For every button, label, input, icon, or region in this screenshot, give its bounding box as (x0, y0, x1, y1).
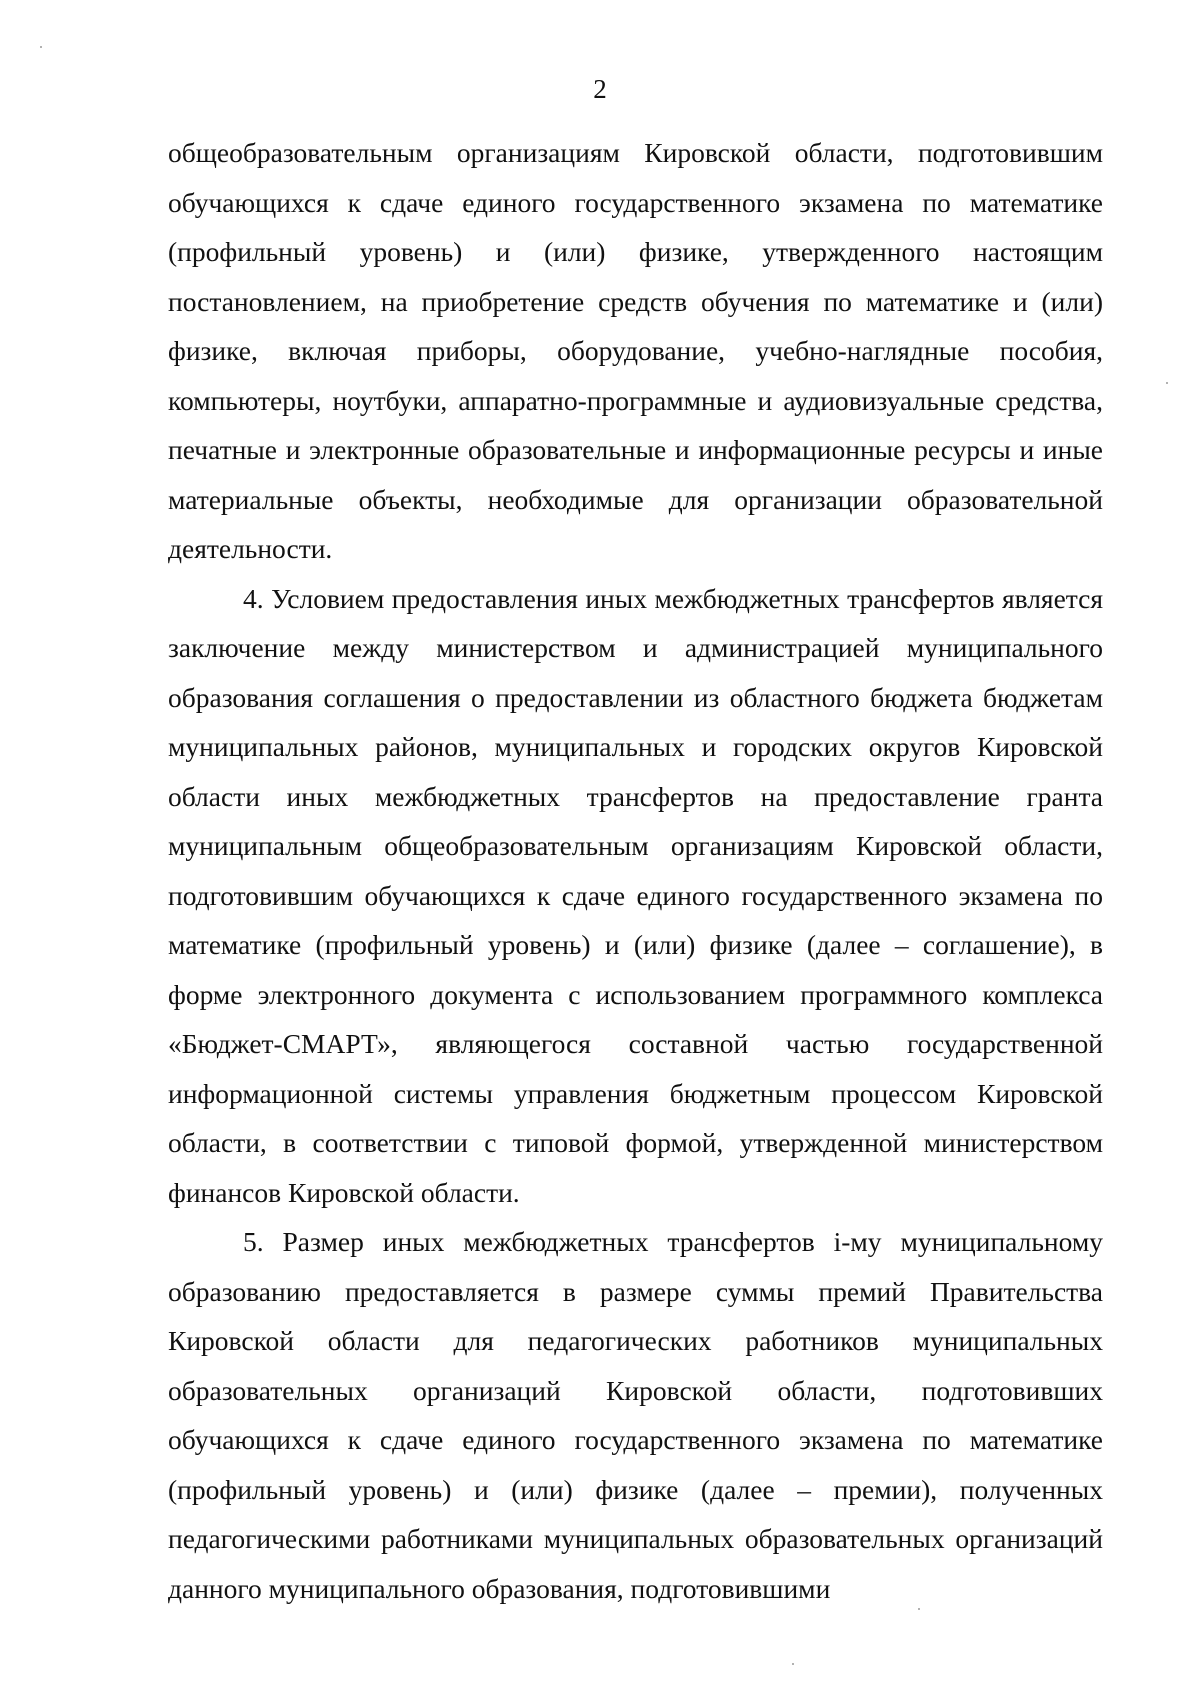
page-number: 2 (593, 74, 607, 104)
paragraph-clause-5: 5. Размер иных межбюджетных трансфертов i-му муниципальному образованию предоставляется в размере суммы премий Правительства Кировской области для педагогических работников муниципальных образовательных организаций Кировской области, подготовивших обучающихся к сдаче единого государственного экзамена по математике (профильный уровень) и (или) физике (далее – премии), полученных педагогическими работниками муниципальных образовательных организаций данного муниципального образования, подготовившими (168, 1226, 1103, 1604)
paragraph-clause-4: 4. Условием предоставления иных межбюджетных трансфертов является заключение между министерством и администрацией муниципального образования соглашения о предоставлении из областного бюджета бюджетам муниципальных районов, муниципальных и городских округов Кировской области иных межбюджетных трансфертов на предоставление гранта муниципальным общеобразовательным организациям Кировской области, подготовившим обучающихся к сдаче единого государственного экзамена по математике (профильный уровень) и (или) физике (далее – соглашение), в форме электронного документа с использованием программного комплекса «Бюджет-СМАРТ», являющегося составной частью государственной информационной системы управления бюджетным процессом Кировской области, в соответствии с типовой формой, утвержденной министерством финансов Кировской области. (168, 582, 1103, 1208)
scan-speck (918, 1608, 920, 1610)
document-body (168, 128, 1103, 1613)
scan-speck (40, 46, 42, 48)
scan-speck (1166, 382, 1168, 384)
scan-speck (792, 1663, 794, 1665)
paragraph-continuation: общеобразовательным организациям Кировской области, подготовившим обучающихся к сдаче единого государственного экзамена по математике (профильный уровень) и (или) физике, утвержденного настоящим постановлением, на приобретение средств обучения по математике и (или) физике, включая приборы, оборудование, учебно-наглядные пособия, компьютеры, ноутбуки, аппаратно-программные и аудиовизуальные средства, печатные и электронные образовательные и информационные ресурсы и иные материальные объекты, необходимые для организации образовательной деятельности. (168, 137, 1103, 564)
